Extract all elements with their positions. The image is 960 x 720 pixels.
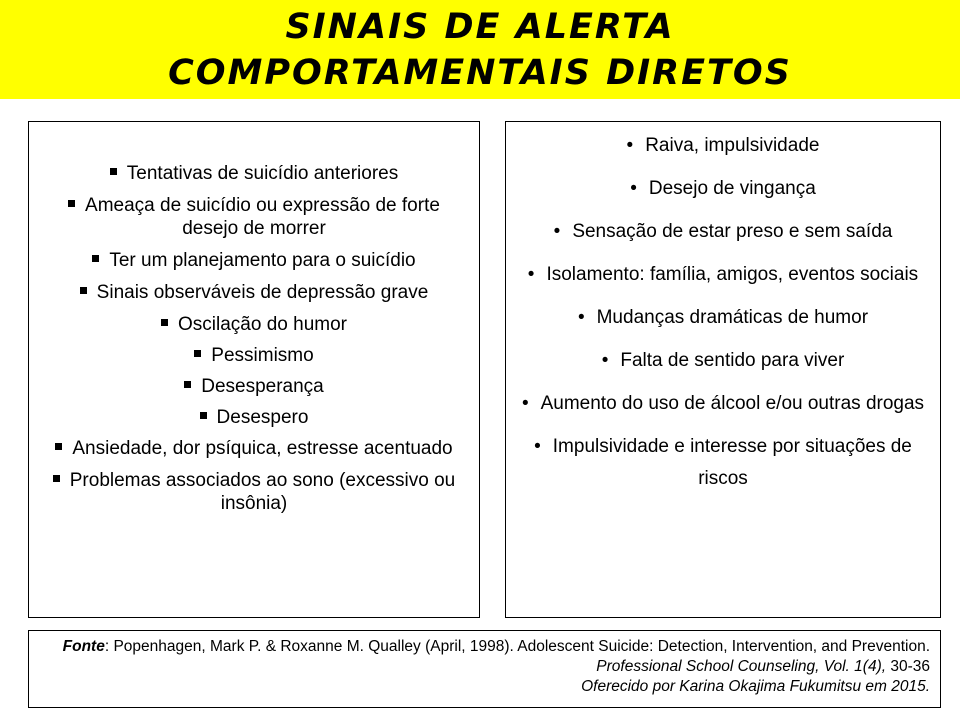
list-item: Pessimismo bbox=[47, 344, 461, 367]
left-signs-box bbox=[28, 121, 480, 618]
source-label: Fonte bbox=[62, 638, 105, 655]
round-bullet-icon: • bbox=[553, 221, 561, 242]
list-item: Sinais observáveis de depressão grave bbox=[47, 281, 461, 304]
list-item: Ameaça de suicídio ou expressão de forte desejo de morrer bbox=[47, 194, 461, 240]
round-bullet-icon: • bbox=[521, 393, 529, 414]
round-bullet-icon: • bbox=[626, 135, 634, 156]
square-bullet-icon bbox=[200, 412, 207, 419]
list-item: • Raiva, impulsividade bbox=[520, 130, 926, 162]
title-banner bbox=[0, 0, 960, 99]
round-bullet-icon: • bbox=[577, 307, 585, 328]
round-bullet-icon: • bbox=[601, 350, 609, 371]
right-signs-box bbox=[505, 121, 941, 618]
list-item: Tentativas de suicídio anteriores bbox=[47, 162, 461, 185]
list-item: Ter um planejamento para o suicídio bbox=[47, 249, 461, 272]
list-item: Ansiedade, dor psíquica, estresse acentuado bbox=[47, 437, 461, 460]
square-bullet-icon bbox=[161, 319, 168, 326]
source-pages: 30-36 bbox=[886, 658, 930, 675]
square-bullet-icon bbox=[68, 200, 75, 207]
list-item: Desespero bbox=[47, 406, 461, 429]
left-signs-list bbox=[29, 122, 479, 515]
round-bullet-icon: • bbox=[630, 178, 637, 199]
page-title-line-2: COMPORTAMENTAIS DIRETOS bbox=[168, 53, 792, 93]
right-signs-list bbox=[506, 122, 940, 495]
square-bullet-icon bbox=[194, 350, 201, 357]
list-item: Oscilação do humor bbox=[47, 313, 461, 336]
square-bullet-icon bbox=[53, 475, 60, 482]
list-item: • Sensação de estar preso e sem saída bbox=[520, 216, 926, 248]
list-item: Desesperança bbox=[47, 375, 461, 398]
source-citation-box bbox=[28, 630, 941, 708]
square-bullet-icon bbox=[80, 287, 87, 294]
square-bullet-icon bbox=[55, 443, 62, 450]
square-bullet-icon bbox=[110, 168, 117, 175]
source-authors: Popenhagen, Mark P. & Roxanne M. Qualley (April, 1998). Adolescent Suicide: Detection, Intervention, and Prevention. bbox=[113, 638, 930, 655]
source-citation bbox=[37, 637, 930, 697]
list-item: • Mudanças dramáticas de humor bbox=[520, 302, 926, 334]
source-journal: Professional School Counseling, Vol. 1(4), bbox=[596, 658, 887, 675]
list-item: Problemas associados ao sono (excessivo ou insônia) bbox=[47, 469, 461, 515]
square-bullet-icon bbox=[184, 381, 191, 388]
round-bullet-icon: • bbox=[527, 264, 535, 285]
square-bullet-icon bbox=[92, 255, 99, 262]
source-separator: : bbox=[104, 638, 114, 655]
page-title-line-1: SINAIS DE ALERTA bbox=[285, 7, 675, 47]
list-item: • Isolamento: família, amigos, eventos sociais bbox=[520, 259, 926, 291]
source-offered-by: Oferecido por Karina Okajima Fukumitsu em 2015. bbox=[581, 678, 930, 695]
list-item: • Falta de sentido para viver bbox=[520, 345, 926, 377]
round-bullet-icon: • bbox=[534, 436, 541, 457]
list-item: • Desejo de vingança bbox=[520, 173, 926, 205]
list-item: • Impulsividade e interesse por situações de riscos bbox=[520, 431, 926, 495]
list-item: • Aumento do uso de álcool e/ou outras drogas bbox=[520, 388, 926, 420]
